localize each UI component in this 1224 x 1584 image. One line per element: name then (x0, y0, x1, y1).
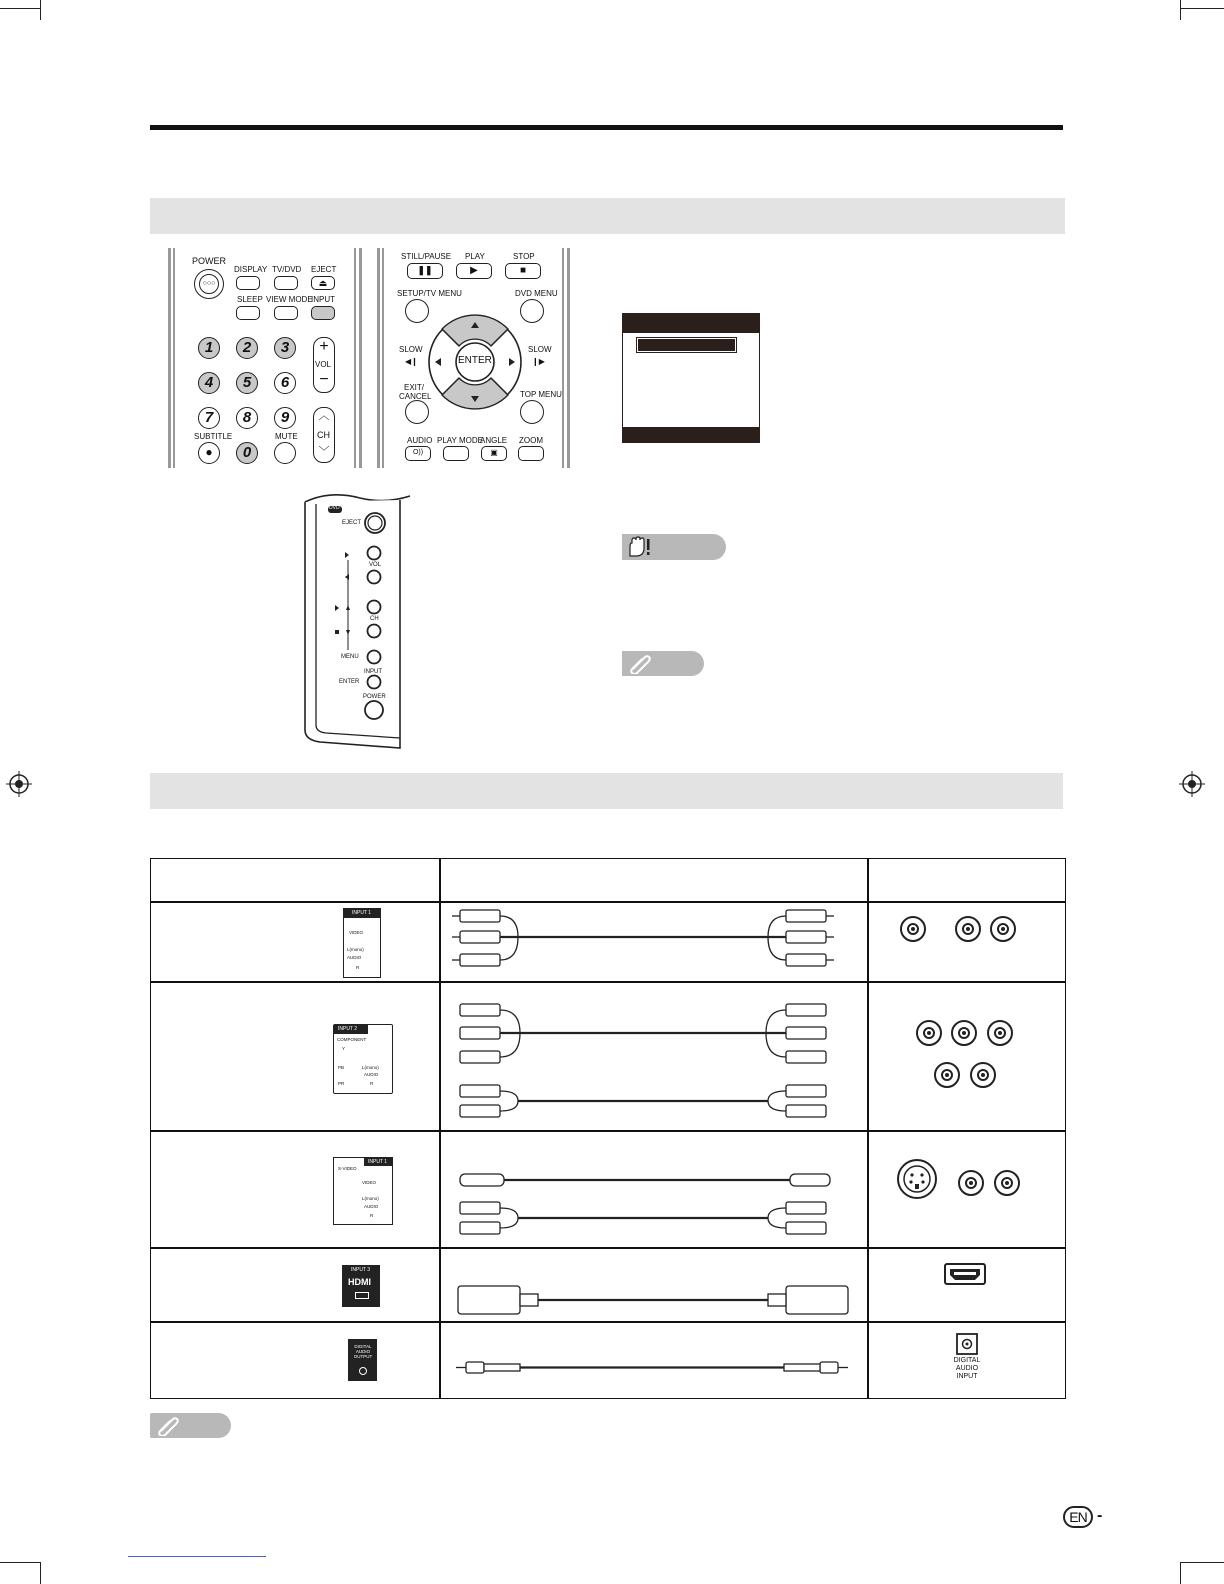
stop-label: STOP (513, 252, 535, 261)
row1-panel-title: INPUT 1 (352, 910, 372, 916)
audio-button[interactable]: O)) (405, 446, 431, 461)
subtitle-button[interactable]: ● (198, 442, 220, 464)
view-mode-button[interactable] (274, 306, 298, 320)
tv-terminal-digital-audio-output (348, 1339, 377, 1381)
setup-tv-menu-label: SETUP/TV MENU (397, 289, 462, 298)
digit-7-button[interactable]: 7 (198, 407, 220, 429)
footer-link-underline (128, 1556, 266, 1557)
registration-mark-right (1179, 771, 1205, 797)
cable-row2-component-cable (440, 996, 866, 1126)
remote-right-illustration (377, 248, 570, 468)
digit-6-button[interactable]: 6 (274, 372, 296, 394)
slow-left-label: SLOW (399, 345, 423, 354)
slow-fwd-icon: ❙▶ (532, 357, 545, 366)
digit-1-button[interactable]: 1 (198, 337, 220, 359)
subtitle-label: SUBTITLE (194, 432, 233, 441)
mute-label: MUTE (275, 432, 298, 441)
top-menu-button[interactable] (520, 400, 544, 424)
osd-footer-bar (623, 427, 759, 442)
stop-button[interactable]: ■ (505, 263, 541, 279)
exit-cancel-label: EXIT/ CANCEL (399, 383, 432, 401)
language-badge: EN (1063, 1506, 1093, 1528)
display-button[interactable] (236, 276, 260, 290)
crop-mark (1180, 1562, 1224, 1563)
row5-panel-title: DIGITAL AUDIO OUTPUT (353, 1344, 373, 1359)
crop-mark (1180, 8, 1224, 9)
device-jack-audio-l (958, 1170, 984, 1196)
zoom-button[interactable] (518, 446, 544, 461)
side-dvd-label: DVD (329, 505, 340, 511)
device-jack-pb (951, 1020, 977, 1046)
device-jack-pr (987, 1020, 1013, 1046)
power-label: POWER (192, 256, 227, 266)
ch-label: CH (317, 430, 330, 440)
section-band-1 (150, 198, 1065, 234)
device-hdmi-port-icon (944, 1263, 986, 1285)
display-label: DISPLAY (234, 265, 268, 274)
tv-terminal-input1-av: INPUT 1 VIDEO L(mono) AUDIO R (343, 908, 381, 978)
eject-label: EJECT (311, 265, 337, 274)
crop-mark (40, 1562, 41, 1584)
device-jack-audio-r (990, 916, 1016, 942)
side-vol-label: VOL (369, 562, 382, 568)
paperclip-icon (627, 653, 653, 674)
crop-mark (0, 1562, 40, 1563)
channel-rocker[interactable]: ︿ CH ﹀ (313, 407, 335, 463)
row2-panel-title: INPUT 2 (338, 1026, 358, 1032)
section-band-2 (150, 773, 1063, 809)
tv-dvd-button[interactable] (274, 276, 298, 290)
crop-mark (0, 8, 40, 9)
angle-button[interactable]: ▣ (481, 446, 507, 461)
sleep-button[interactable] (236, 306, 260, 320)
digit-0-button[interactable]: 0 (236, 442, 258, 464)
side-menu-label: MENU (341, 654, 359, 660)
row3-panel-title: INPUT 1 (368, 1159, 388, 1165)
vol-label: VOL (315, 360, 332, 369)
volume-rocker[interactable]: + VOL − (313, 337, 335, 393)
audio-label: AUDIO (407, 436, 433, 445)
device-jack-y (916, 1020, 942, 1046)
device-digital-audio-label: DIGITAL AUDIO INPUT (953, 1357, 981, 1380)
device-jack-audio-r (970, 1062, 996, 1088)
slow-rev-icon: ◀❙ (405, 357, 418, 366)
paperclip-icon (155, 1415, 181, 1436)
osd-header-bar (623, 314, 759, 333)
registration-mark-left (6, 771, 32, 797)
dvd-menu-label: DVD MENU (515, 289, 558, 298)
still-pause-label: STILL/PAUSE (401, 252, 452, 261)
device-jack-audio-r (994, 1170, 1020, 1196)
digit-8-button[interactable]: 8 (236, 407, 258, 429)
device-digital-audio-jack-icon (956, 1333, 978, 1355)
device-jack-audio-l (955, 916, 981, 942)
side-power-label: POWER (363, 694, 386, 700)
input-button[interactable] (311, 306, 335, 320)
crop-mark (1180, 0, 1181, 20)
device-jack-video (900, 916, 926, 942)
view-mode-label: VIEW MODE (266, 295, 313, 304)
remote-left-illustration (168, 248, 364, 468)
tv-dvd-label: TV/DVD (272, 265, 302, 274)
digit-5-button[interactable]: 5 (236, 372, 258, 394)
play-button[interactable]: ▶ (456, 263, 492, 279)
side-ch-label: CH (370, 616, 379, 622)
side-eject-label: EJECT (342, 520, 362, 526)
note-pill-lower (150, 1413, 231, 1438)
zoom-label: ZOOM (519, 436, 543, 445)
eject-button[interactable]: ⏏ (311, 276, 335, 290)
sleep-label: SLEEP (237, 295, 263, 304)
cable-row4-hdmi-cable (440, 1280, 866, 1320)
digit-9-button[interactable]: 9 (274, 407, 296, 429)
play-label: PLAY (465, 252, 485, 261)
play-mode-button[interactable] (443, 446, 469, 461)
side-enter-label: ENTER (339, 679, 360, 685)
mute-button[interactable] (274, 442, 296, 464)
digit-4-button[interactable]: 4 (198, 372, 220, 394)
exit-cancel-button[interactable] (405, 400, 429, 424)
dvd-menu-button[interactable] (520, 299, 544, 323)
top-menu-label: TOP MENU (520, 390, 562, 399)
side-input-label: INPUT (364, 669, 382, 675)
crop-mark (40, 0, 41, 20)
tv-terminal-input3-hdmi: INPUT 3 HDMI (342, 1265, 380, 1307)
digit-3-button[interactable]: 3 (274, 337, 296, 359)
tv-terminal-input1-svideo: INPUT 1 S-VIDEO VIDEO L(mono) AUDIO R (333, 1157, 393, 1225)
title-rule (150, 125, 1063, 130)
tv-terminal-input2-component: INPUT 2 COMPONENT Y PB PR L(mono) AUDIO R (333, 1024, 393, 1094)
power-button[interactable]: ○○○ (194, 269, 224, 299)
play-mode-label: PLAY MODE (437, 436, 483, 445)
osd-highlight-bar (637, 338, 736, 352)
digit-2-button[interactable]: 2 (236, 337, 258, 359)
angle-label: ANGLE (480, 436, 508, 445)
cable-row1-av-cable (440, 902, 866, 982)
osd-menu-screen (622, 313, 760, 443)
slow-right-label: SLOW (528, 345, 552, 354)
device-svideo-jack-icon (896, 1158, 938, 1200)
tv-side-panel-illustration (300, 490, 415, 752)
still-pause-button[interactable]: ❚❚ (407, 263, 443, 279)
note-pill-upper (622, 651, 704, 676)
row4-panel-title: INPUT 3 (351, 1267, 371, 1273)
caution-pill (622, 534, 726, 560)
setup-tv-menu-button[interactable] (405, 299, 429, 323)
crop-mark (1180, 1562, 1181, 1584)
cable-row3-svideo-cable (440, 1162, 866, 1242)
device-jack-audio-l (934, 1062, 960, 1088)
enter-label: ENTER (458, 355, 492, 366)
page-number-dash: - (1097, 1507, 1103, 1524)
cable-row5-coaxial-cable (440, 1358, 866, 1378)
caution-hand-icon (626, 536, 652, 558)
input-label: INPUT (311, 295, 335, 304)
